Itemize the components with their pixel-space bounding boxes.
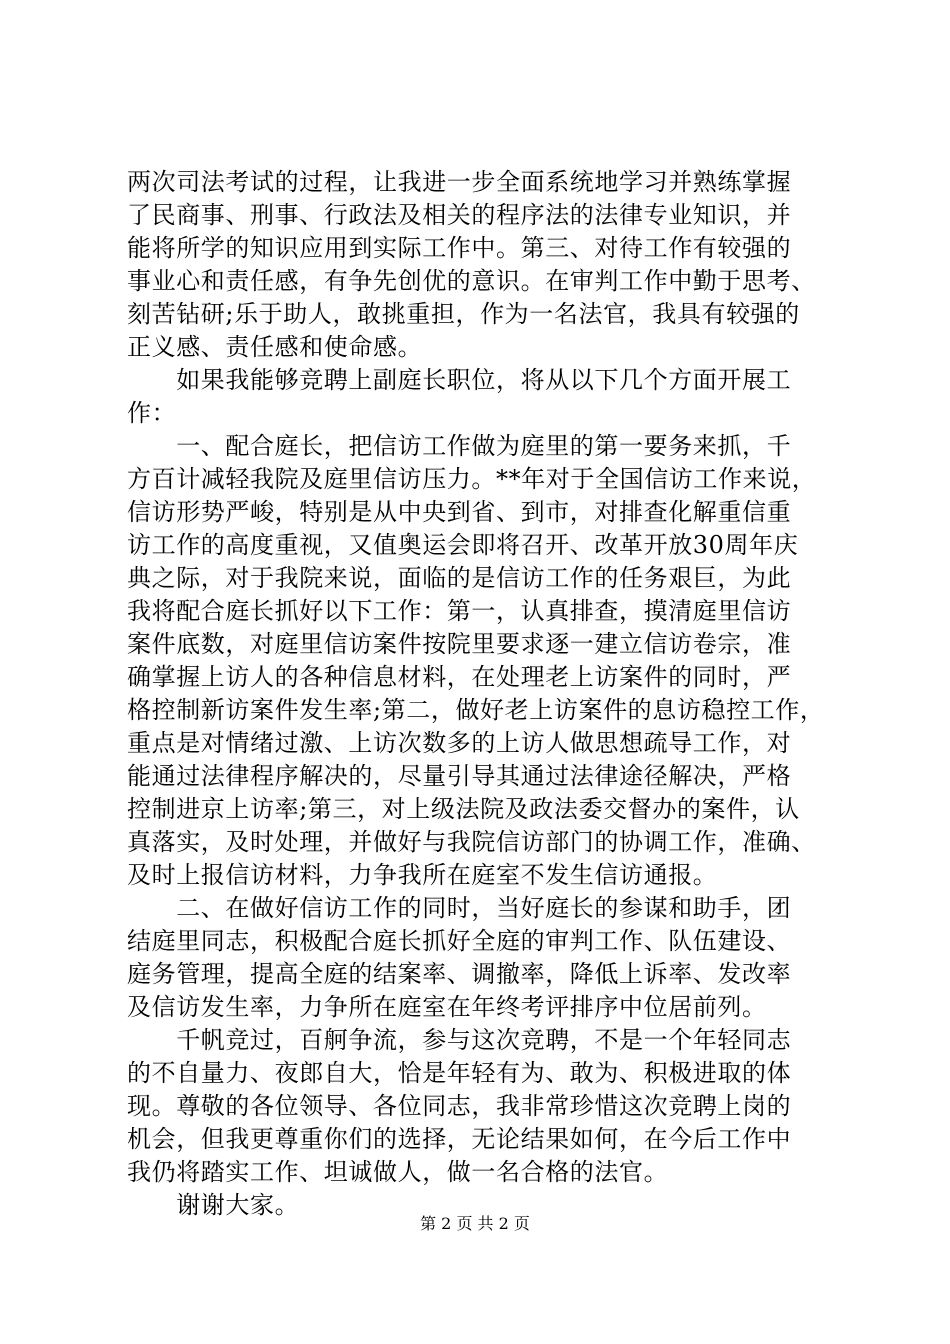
text-line: 正义感、责任感和使命感。 — [127, 333, 423, 361]
text-line: 能通过法律程序解决的，尽量引导其通过法律途径解决，严格 — [127, 762, 792, 790]
document-body — [127, 166, 833, 1222]
text-line: 我仍将踏实工作、坦诚做人，做一名合格的法官。 — [127, 1158, 669, 1186]
text-line: 一、配合庭长，把信访工作做为庭里的第一要务来抓，千 — [127, 432, 792, 460]
text-line: 千帆竞过，百舸争流，参与这次竞聘，不是一个年轻同志 — [127, 1026, 792, 1054]
text-line: 及信访发生率，力争所在庭室在年终考评排序中位居前列。 — [127, 993, 767, 1021]
text-line: 事业心和责任感，有争先创优的意识。在审判工作中勤于思考、 — [127, 267, 816, 295]
text-line: 作： — [127, 399, 177, 427]
page-footer — [0, 1212, 950, 1236]
text-line: 庭务管理，提高全庭的结案率、调撤率，降低上诉率、发改率 — [127, 960, 792, 988]
text-line: 典之际，对于我院来说，面临的是信访工作的任务艰巨，为此 — [127, 564, 792, 592]
text-line: 重点是对情绪过激、上访次数多的上访人做思想疏导工作，对 — [127, 729, 792, 757]
text-line: 的不自量力、夜郎自大，恰是年轻有为、敢为、积极进取的体 — [127, 1059, 792, 1087]
text-line: 刻苦钻研;乐于助人，敢挑重担，作为一名法官，我具有较强的 — [127, 300, 800, 328]
text-line: 我将配合庭长抓好以下工作：第一，认真排查，摸清庭里信访 — [127, 597, 792, 625]
text-line: 机会，但我更尊重你们的选择，无论结果如何，在今后工作中 — [127, 1125, 792, 1153]
text-line: 方百计减轻我院及庭里信访压力。**年对于全国信访工作来说， — [127, 465, 817, 493]
text-line: 真落实，及时处理，并做好与我院信访部门的协调工作，准确、 — [127, 828, 816, 856]
text-line: 二、在做好信访工作的同时，当好庭长的参谋和助手，团 — [127, 894, 792, 922]
page-number-label: 第 2 页 共 2 页 — [420, 1214, 530, 1233]
text-line: 确掌握上访人的各种信息材料，在处理老上访案件的同时，严 — [127, 663, 792, 691]
text-line: 如果我能够竞聘上副庭长职位，将从以下几个方面开展工 — [127, 366, 792, 394]
text-line: 及时上报信访材料，力争我所在庭室不发生信访通报。 — [127, 861, 718, 889]
text-line: 信访形势严峻，特别是从中央到省、到市，对排查化解重信重 — [127, 498, 792, 526]
text-line: 案件底数，对庭里信访案件按院里要求逐一建立信访卷宗，准 — [127, 630, 792, 658]
text-line: 控制进京上访率;第三，对上级法院及政法委交督办的案件，认 — [127, 795, 800, 823]
text-line: 了民商事、刑事、行政法及相关的程序法的法律专业知识，并 — [127, 201, 792, 229]
text-line: 结庭里同志，积极配合庭长抓好全庭的审判工作、队伍建设、 — [127, 927, 792, 955]
text-line: 谢谢大家。 — [127, 1191, 300, 1219]
text-line: 格控制新访案件发生率;第二，做好老上访案件的息访稳控工作， — [127, 696, 825, 724]
text-line: 访工作的高度重视，又值奥运会即将召开、改革开放30周年庆 — [127, 531, 799, 559]
text-line: 两次司法考试的过程，让我进一步全面系统地学习并熟练掌握 — [127, 168, 792, 196]
text-line: 能将所学的知识应用到实际工作中。第三、对待工作有较强的 — [127, 234, 792, 262]
text-line: 现。尊敬的各位领导、各位同志，我非常珍惜这次竞聘上岗的 — [127, 1092, 792, 1120]
